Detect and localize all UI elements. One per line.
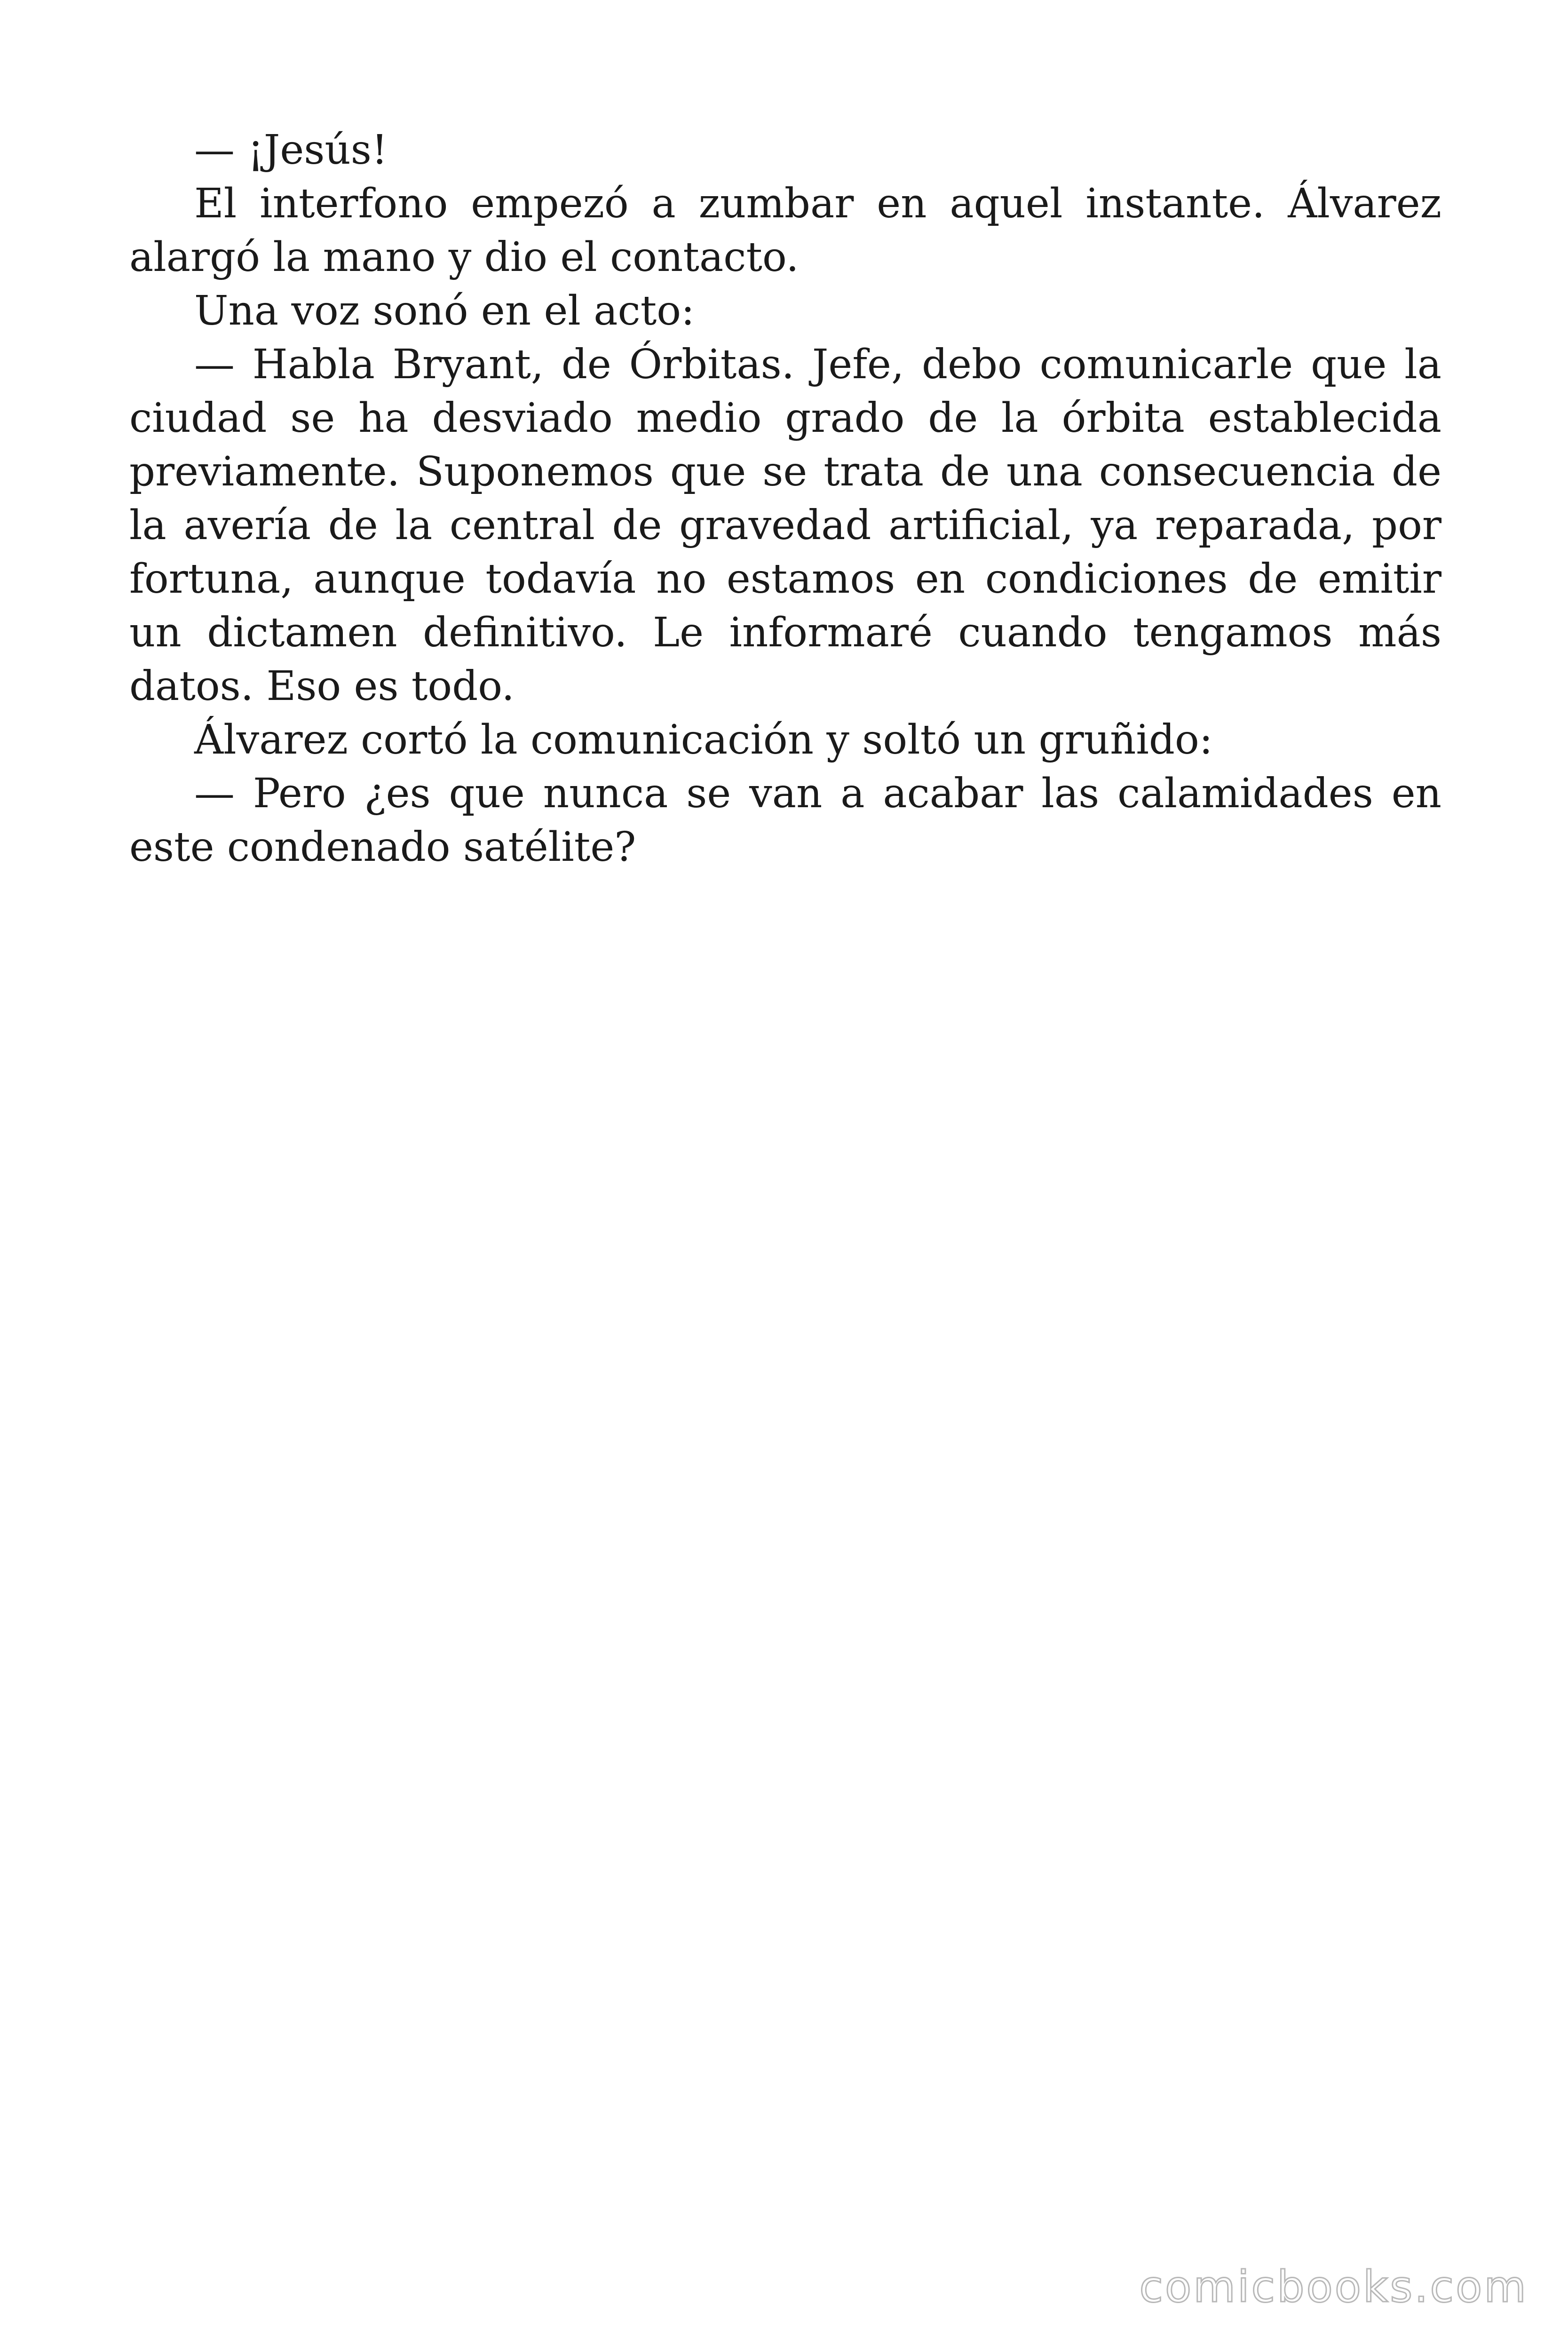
paragraph-2: El interfono empezó a zumbar en aquel instante. Álvarez alargó la mano y dio el contacto. (129, 180, 1441, 281)
paragraph-3: Una voz sonó en el acto: (194, 287, 695, 334)
paragraph-6: — Pero ¿es que nunca se van a acabar las calamidades en este condenado satélite? (129, 770, 1441, 871)
body-text (129, 123, 1441, 874)
paragraph-5: Álvarez cortó la comunicación y soltó un gruñido: (194, 716, 1213, 763)
paragraph-1: — ¡Jesús! (194, 127, 388, 174)
paragraph-4: — Habla Bryant, de Órbitas. Jefe, debo comunicarle que la ciudad se ha desviado medio grado de la órbita establecida previamente. Suponemos que se trata de una consecuencia de la avería de la central de gravedad artificial, ya reparada, por fortuna, aunque todavía no estamos en condiciones de emitir un dictamen definitivo. Le informaré cuando tengamos más datos. Eso es todo. (129, 341, 1441, 710)
watermark: comicbooks.com (1139, 2262, 1528, 2312)
